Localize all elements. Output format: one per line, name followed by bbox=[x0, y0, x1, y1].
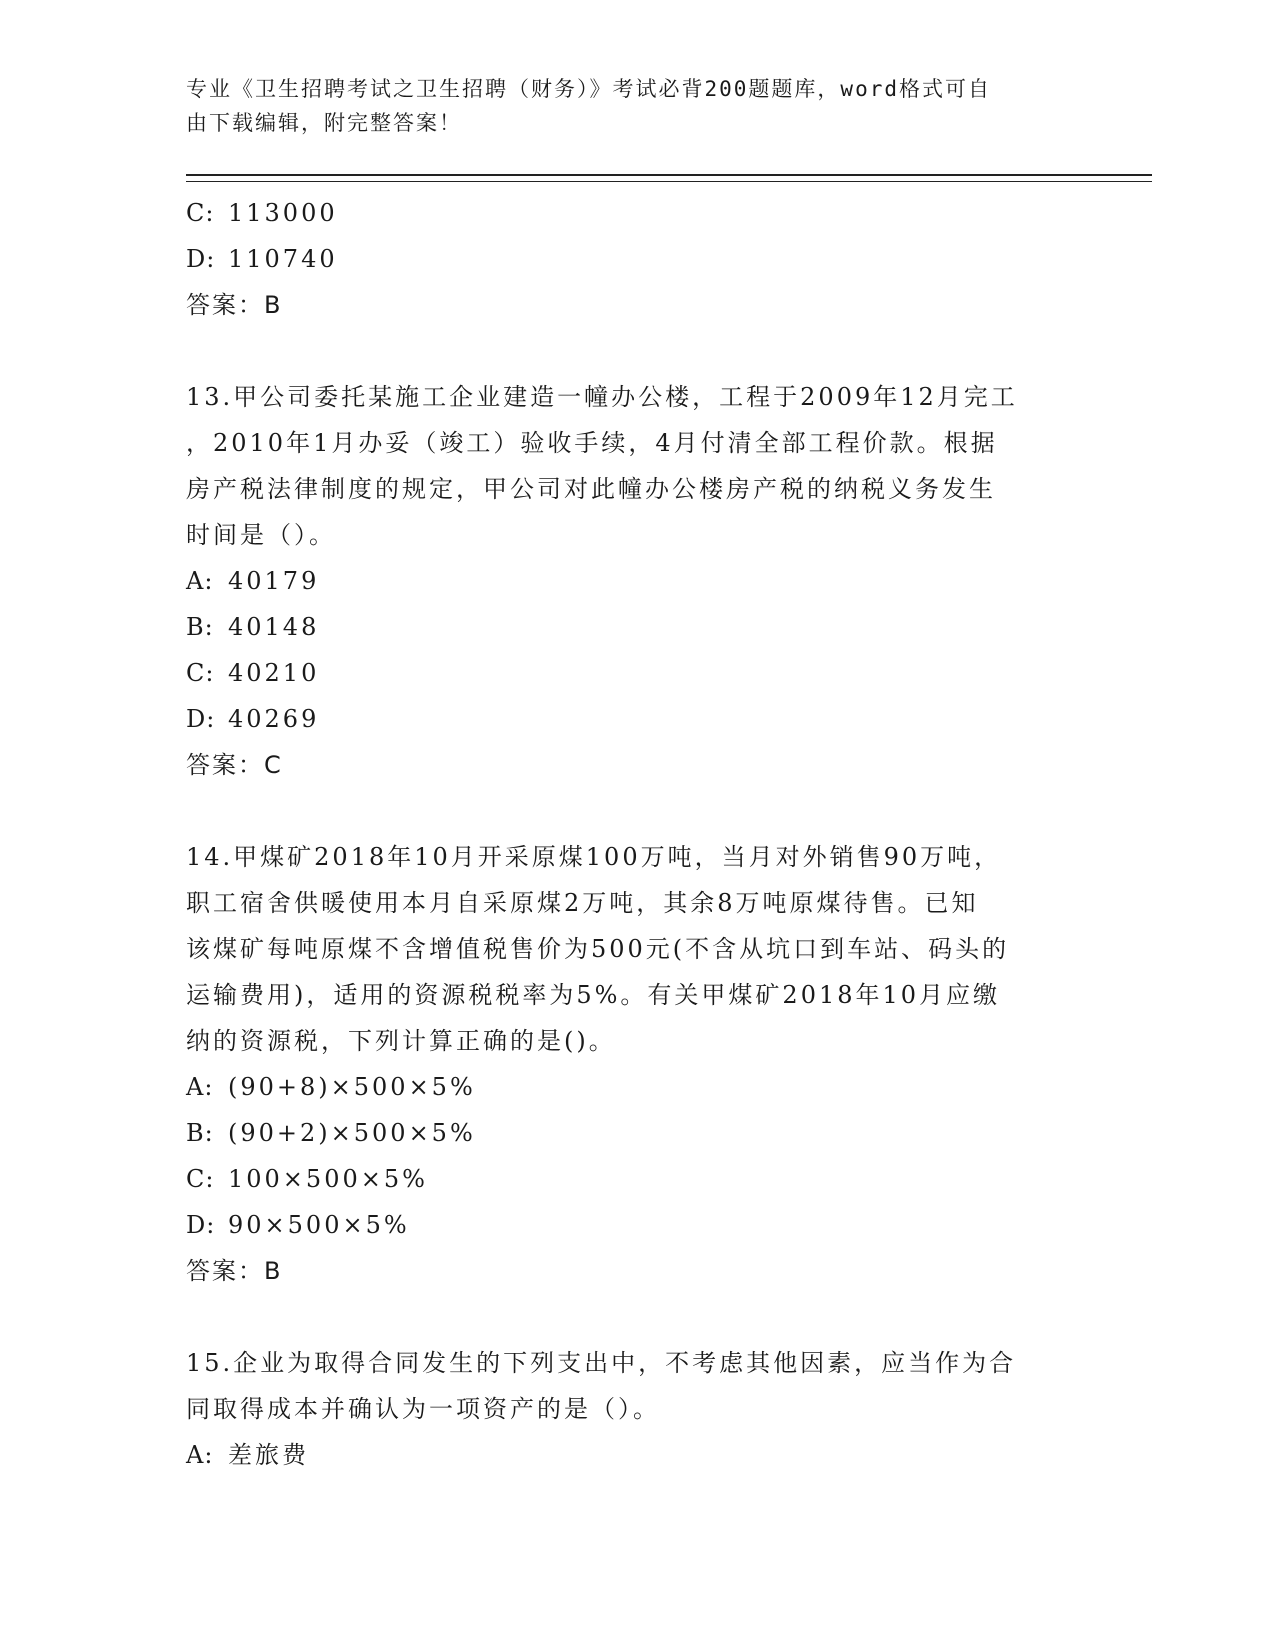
option-label: D: bbox=[186, 245, 216, 273]
option-d bbox=[186, 236, 1086, 282]
question-text-line: 15.企业为取得合同发生的下列支出中，不考虑其他因素，应当作为合 bbox=[186, 1349, 1017, 1377]
option-label: A: bbox=[186, 1073, 214, 1101]
question-text-line: 职工宿舍供暖使用本月自采原煤2万吨，其余8万吨原煤待售。已知 bbox=[186, 889, 979, 917]
option-text: 40269 bbox=[228, 705, 320, 733]
question-13 bbox=[186, 374, 1086, 788]
option-text: (90+2)×500×5% bbox=[228, 1119, 476, 1147]
answer-line: 答案：B bbox=[186, 1257, 283, 1285]
document-header bbox=[186, 72, 1066, 140]
question-text-line: 房产税法律制度的规定，甲公司对此幢办公楼房产税的纳税义务发生 bbox=[186, 475, 996, 503]
option-b bbox=[186, 1110, 1086, 1156]
spacer bbox=[186, 788, 1086, 834]
header-line-1: 专业《卫生招聘考试之卫生招聘（财务）》考试必背200题题库，word格式可自 bbox=[186, 77, 991, 101]
option-text: 113000 bbox=[228, 199, 338, 227]
spacer bbox=[186, 1294, 1086, 1340]
header-divider-thick bbox=[186, 174, 1152, 176]
option-text: 差旅费 bbox=[228, 1441, 309, 1469]
header-line-2: 由下载编辑，附完整答案！ bbox=[186, 111, 462, 135]
question-text-line: 同取得成本并确认为一项资产的是（）。 bbox=[186, 1395, 660, 1423]
question-text-line: 纳的资源税，下列计算正确的是()。 bbox=[186, 1027, 616, 1055]
question-15 bbox=[186, 1340, 1086, 1478]
option-text: 110740 bbox=[228, 245, 338, 273]
option-label: D: bbox=[186, 705, 216, 733]
option-label: B: bbox=[186, 613, 214, 641]
answer-line: 答案：B bbox=[186, 291, 283, 319]
option-d bbox=[186, 1202, 1086, 1248]
option-b bbox=[186, 604, 1086, 650]
answer-line: 答案：C bbox=[186, 751, 283, 779]
option-label: A: bbox=[186, 1441, 214, 1469]
option-label: C: bbox=[186, 199, 215, 227]
option-label: B: bbox=[186, 1119, 214, 1147]
option-text: 40179 bbox=[228, 567, 320, 595]
question-text-line: 14.甲煤矿2018年10月开采原煤100万吨，当月对外销售90万吨， bbox=[186, 843, 1002, 871]
option-label: C: bbox=[186, 659, 215, 687]
question-content bbox=[186, 190, 1086, 1478]
option-c bbox=[186, 190, 1086, 236]
header-divider-thin bbox=[186, 181, 1152, 182]
option-text: 40148 bbox=[228, 613, 320, 641]
question-text-line: 时间是（）。 bbox=[186, 521, 336, 549]
option-text: 40210 bbox=[228, 659, 320, 687]
question-text-line: 运输费用)，适用的资源税税率为5%。有关甲煤矿2018年10月应缴 bbox=[186, 981, 1001, 1009]
question-text-line: 该煤矿每吨原煤不含增值税售价为500元(不含从坑口到车站、码头的 bbox=[186, 935, 1010, 963]
spacer bbox=[186, 328, 1086, 374]
option-text: 100×500×5% bbox=[228, 1165, 428, 1193]
option-label: D: bbox=[186, 1211, 216, 1239]
option-text: 90×500×5% bbox=[228, 1211, 410, 1239]
option-d bbox=[186, 696, 1086, 742]
question-14 bbox=[186, 834, 1086, 1294]
option-a bbox=[186, 1432, 1086, 1478]
question-text-line: ，2010年1月办妥（竣工）验收手续，4月付清全部工程价款。根据 bbox=[186, 429, 998, 457]
option-label: A: bbox=[186, 567, 214, 595]
option-c bbox=[186, 1156, 1086, 1202]
option-c bbox=[186, 650, 1086, 696]
question-text-line: 13.甲公司委托某施工企业建造一幢办公楼，工程于2009年12月完工 bbox=[186, 383, 1018, 411]
option-text: (90+8)×500×5% bbox=[228, 1073, 476, 1101]
previous-question bbox=[186, 190, 1086, 328]
option-a bbox=[186, 1064, 1086, 1110]
option-a bbox=[186, 558, 1086, 604]
option-label: C: bbox=[186, 1165, 215, 1193]
